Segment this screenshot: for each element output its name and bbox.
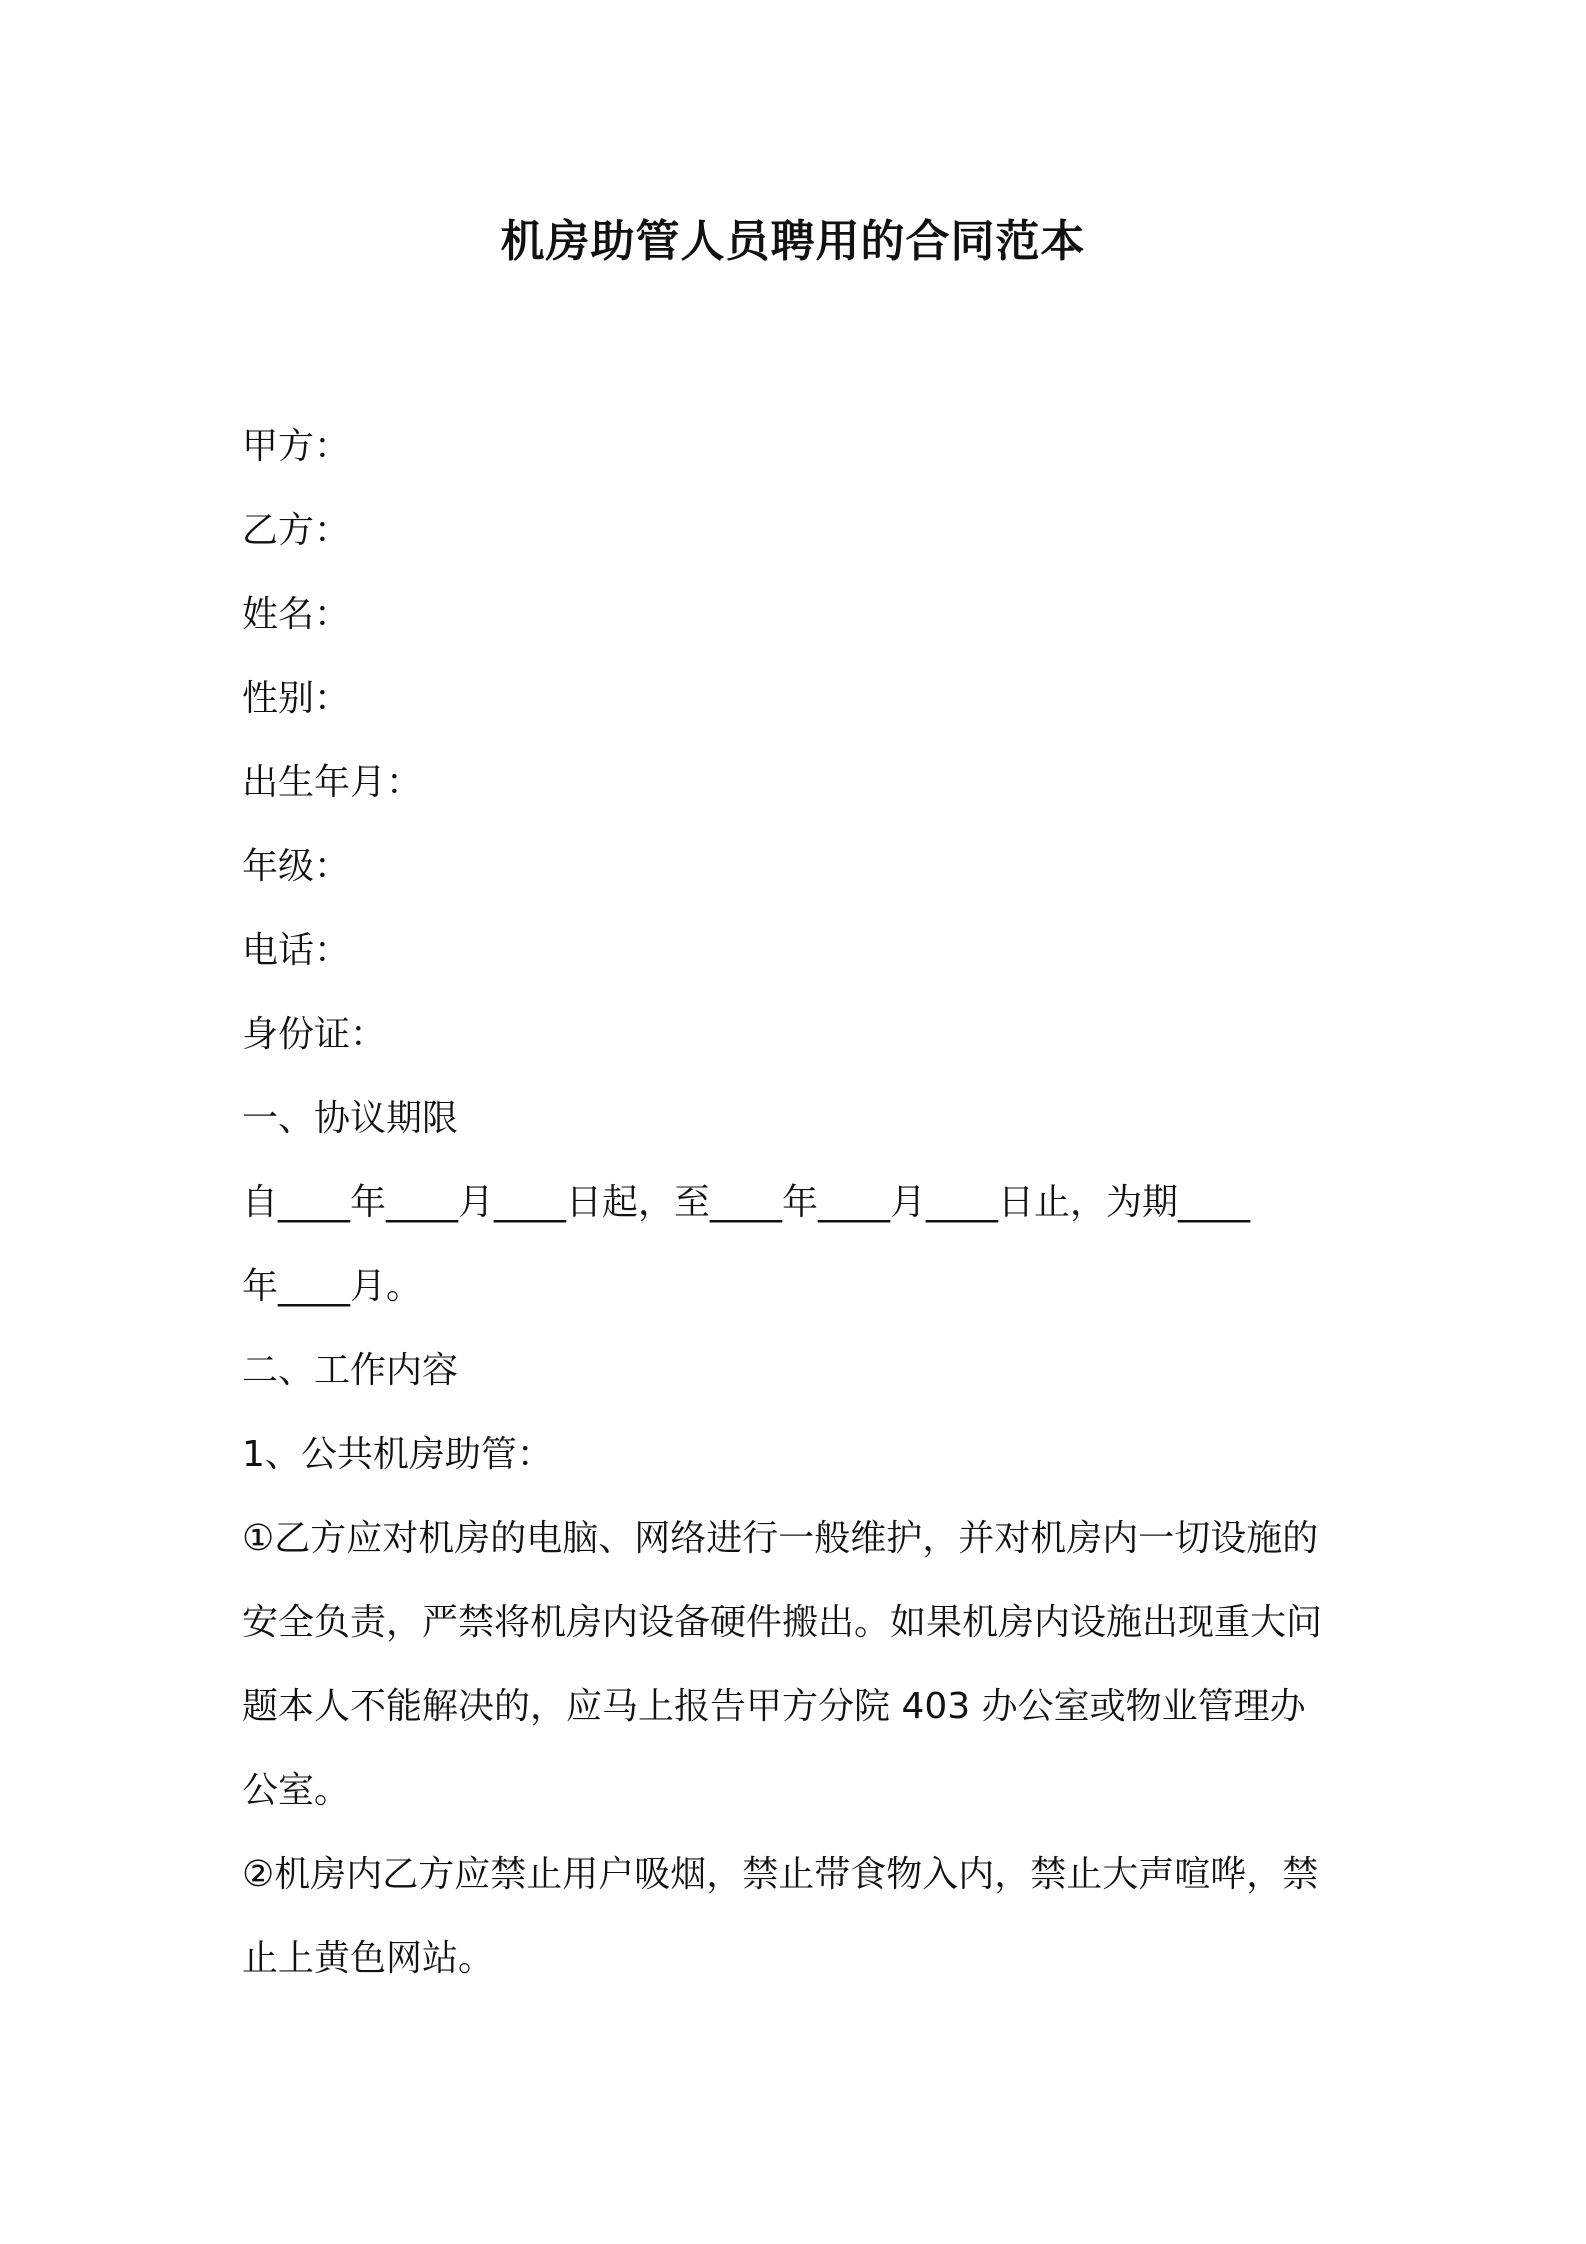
field-name: 姓名：: [242, 594, 351, 635]
section-1-heading: 一、协议期限: [242, 1098, 459, 1139]
document-body: [242, 405, 1357, 2001]
item-2-line-1: ②机房内乙方应禁止用户吸烟，禁止带食物入内，禁止大声喧哗，禁: [242, 1854, 1319, 1895]
field-party-a: 甲方：: [242, 426, 351, 467]
field-grade: 年级：: [242, 846, 351, 887]
section-2-heading: 二、工作内容: [242, 1350, 459, 1391]
document-title: 机房助管人员聘用的合同范本: [500, 216, 1086, 267]
item-1-line-4: 公室。: [242, 1770, 351, 1811]
item-1-line-3: 题本人不能解决的，应马上报告甲方分院 403 办公室或物业管理办: [242, 1686, 1306, 1727]
field-gender: 性别：: [242, 678, 351, 719]
term-line-2: 年____月。: [242, 1266, 423, 1307]
item-1-line-1: ①乙方应对机房的电脑、网络进行一般维护，并对机房内一切设施的: [242, 1518, 1319, 1559]
field-birth: 出生年月：: [242, 762, 423, 803]
field-phone: 电话：: [242, 930, 351, 971]
field-id-card: 身份证：: [242, 1014, 387, 1055]
item-2-line-2: 止上黄色网站。: [242, 1938, 495, 1979]
field-party-b: 乙方：: [242, 510, 351, 551]
term-line-1: 自____年____月____日起，至____年____月____日止，为期____: [242, 1182, 1251, 1223]
subsection-1-heading: 1、公共机房助管：: [242, 1434, 553, 1475]
item-1-line-2: 安全负责，严禁将机房内设备硬件搬出。如果机房内设施出现重大问: [242, 1602, 1323, 1643]
